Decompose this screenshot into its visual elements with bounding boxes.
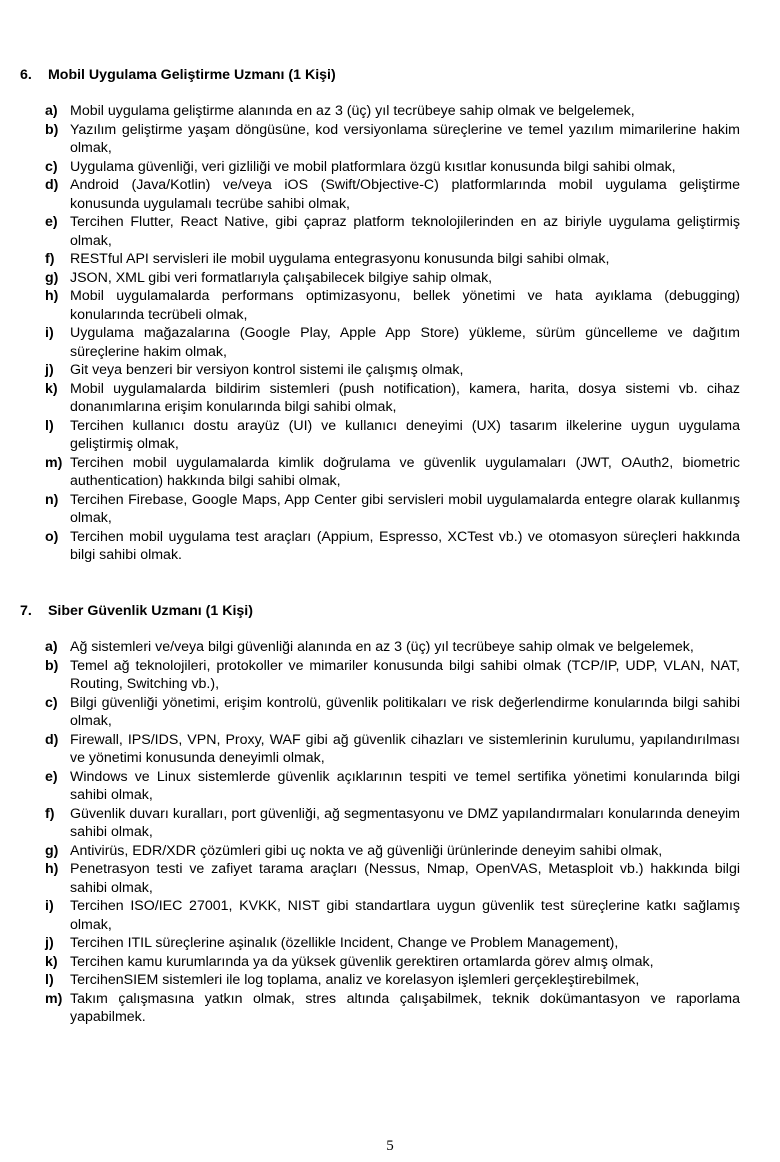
- list-item: [20, 657, 740, 694]
- item-text: Uygulama mağazalarına (Google Play, Apple App Store) yükleme, sürüm güncelleme ve dağıtım süreçlerine hakim olmak,: [70, 325, 740, 360]
- list-item: [20, 158, 740, 177]
- item-text: TercihenSIEM sistemleri ile log toplama, analiz ve korelasyon işlemleri gerçekleştirebilmek,: [70, 972, 640, 988]
- item-text: Ağ sistemleri ve/veya bilgi güvenliği alanında en az 3 (üç) yıl tecrübeye sahip olmak ve belgelemek,: [70, 639, 694, 655]
- item-text: Penetrasyon testi ve zafiyet tarama araçları (Nessus, Nmap, OpenVAS, Metasploit vb.) hakkında bilgi sahibi olmak,: [70, 861, 740, 896]
- list-item: [20, 971, 740, 990]
- list-item: [20, 897, 740, 934]
- list-item: [20, 990, 740, 1027]
- item-letter: c): [45, 158, 58, 175]
- item-text: Takım çalışmasına yatkın olmak, stres altında çalışabilmek, teknik dokümantasyon ve raporlama yapabilmek.: [70, 990, 740, 1025]
- list-item: [20, 361, 740, 380]
- list-item: [20, 250, 740, 269]
- item-letter: d): [45, 177, 59, 193]
- item-letter: i): [45, 898, 54, 914]
- item-text: Bilgi güvenliği yönetimi, erişim kontrolü, güvenlik politikaları ve risk değerlendirme konularında bilgi sahibi olmak,: [70, 694, 740, 729]
- item-text: Tercihen kamu kurumlarında ya da yüksek güvenlik gerektiren ortamlarda görev almış olmak,: [70, 953, 654, 970]
- item-letter: d): [45, 731, 59, 748]
- page-number: 5: [386, 1138, 394, 1154]
- list-item: [20, 934, 740, 953]
- item-text: Tercihen Firebase, Google Maps, App Center gibi servisleri mobil uygulamalarda entegre olarak kullanmış olmak,: [70, 491, 740, 526]
- item-text: Tercihen ISO/IEC 27001, KVKK, NIST gibi standartlara uygun güvenlik test süreçlerine katkı sağlamış olmak,: [70, 898, 740, 933]
- section-heading: [20, 602, 740, 620]
- section-number: 6.: [20, 67, 32, 83]
- list-item: [20, 731, 740, 768]
- item-text: Tercihen mobil uygulamalarda kimlik doğrulama ve güvenlik uygulamaları (JWT, OAuth2, biometric authentication) hakkında bilgi sahibi olmak,: [70, 454, 740, 489]
- item-text: Android (Java/Kotlin) ve/veya iOS (Swift/Objective-C) platformlarında mobil uygulama geliştirme konusunda uygulamalı tecrübe sahibi olmak,: [70, 177, 740, 212]
- item-letter: f): [45, 251, 55, 267]
- item-text: Mobil uygulamalarda performans optimizasyonu, bellek yönetimi ve hata ayıklama (debugging) konularında tecrübeli olmak,: [70, 288, 740, 323]
- list-item: [20, 805, 740, 842]
- item-letter: h): [45, 861, 59, 877]
- item-text: Uygulama güvenliği, veri gizliliği ve mobil platformlara özgü kısıtlar konusunda bilgi sahibi olmak,: [70, 158, 676, 175]
- item-text: JSON, XML gibi veri formatlarıyla çalışabilecek bilgiye sahip olmak,: [70, 269, 493, 286]
- item-letter: e): [45, 214, 58, 230]
- item-text: Mobil uygulamalarda bildirim sistemleri (push notification), kamera, harita, dosya sistemi vb. cihaz donanımlarına erişim konularında bilgi sahibi olmak,: [70, 380, 740, 415]
- section-title: Mobil Uygulama Geliştirme Uzmanı (1 Kişi): [47, 67, 336, 83]
- item-letter: m): [45, 990, 63, 1007]
- section-cyber-security: [20, 602, 740, 1027]
- list-item: [20, 860, 740, 897]
- list-item: [20, 842, 740, 861]
- item-letter: g): [45, 842, 59, 859]
- list-item: [20, 102, 740, 121]
- list-item: [20, 213, 740, 250]
- item-letter: j): [45, 935, 54, 951]
- item-letter: k): [45, 953, 58, 970]
- list-item: [20, 768, 740, 805]
- item-text: Tercihen kullanıcı dostu arayüz (UI) ve kullanıcı deneyimi (UX) tasarım ilkelerine uygun uygulama geliştirmiş olmak,: [70, 417, 740, 452]
- list-item: [20, 638, 740, 657]
- item-letter: g): [45, 269, 59, 286]
- item-text: Tercihen ITIL süreçlerine aşinalık (özellikle Incident, Change ve Problem Management),: [70, 935, 619, 951]
- item-letter: j): [45, 362, 54, 378]
- item-letter: h): [45, 288, 59, 304]
- item-text: Antivirüs, EDR/XDR çözümleri gibi uç nokta ve ağ güvenliği ürünlerinde deneyim sahibi olmak,: [70, 842, 663, 859]
- item-text: Güvenlik duvarı kuralları, port güvenliği, ağ segmentasyonu ve DMZ yapılandırmaları konularında deneyim sahibi olmak,: [70, 805, 740, 840]
- item-letter: l): [45, 972, 54, 988]
- item-letter: b): [45, 121, 59, 138]
- item-letter: m): [45, 454, 63, 471]
- item-text: Temel ağ teknolojileri, protokoller ve mimariler konusunda bilgi sahibi olmak (TCP/IP, UDP, VLAN, NAT, Routing, Switching vb.),: [70, 657, 740, 692]
- item-text: Yazılım geliştirme yaşam döngüsüne, kod versiyonlama süreçlerine ve temel yazılım mimarilerine hakim olmak,: [70, 121, 740, 156]
- item-text: Tercihen mobil uygulama test araçları (Appium, Espresso, XCTest vb.) ve otomasyon süreçleri hakkında bilgi sahibi olmak.: [70, 528, 740, 563]
- item-text: RESTful API servisleri ile mobil uygulama entegrasyonu konusunda bilgi sahibi olmak,: [70, 251, 610, 267]
- list-item: [20, 528, 740, 565]
- list-item: [20, 953, 740, 972]
- item-letter: e): [45, 768, 58, 785]
- item-letter: b): [45, 657, 59, 674]
- item-letter: c): [45, 694, 58, 711]
- requirements-list: [20, 102, 740, 565]
- list-item: [20, 491, 740, 528]
- item-letter: a): [45, 639, 58, 655]
- item-letter: l): [45, 417, 54, 434]
- item-letter: o): [45, 528, 59, 545]
- section-number: 7.: [20, 603, 32, 619]
- item-letter: f): [45, 805, 55, 822]
- item-text: Tercihen Flutter, React Native, gibi çapraz platform teknolojilerinden en az biriyle uygulama geliştirmiş olmak,: [70, 214, 740, 249]
- item-letter: a): [45, 103, 58, 119]
- item-text: Git veya benzeri bir versiyon kontrol sistemi ile çalışmış olmak,: [70, 362, 464, 378]
- requirements-list: [20, 638, 740, 1027]
- section-title: Siber Güvenlik Uzmanı (1 Kişi): [47, 603, 253, 619]
- list-item: [20, 417, 740, 454]
- section-heading: [20, 66, 740, 84]
- list-item: [20, 694, 740, 731]
- item-letter: k): [45, 380, 58, 397]
- list-item: [20, 324, 740, 361]
- list-item: [20, 287, 740, 324]
- item-text: Firewall, IPS/IDS, VPN, Proxy, WAF gibi ağ güvenlik cihazları ve sistemlerinin kurulumu, yapılandırılması ve yönetimi konusunda deneyimli olmak,: [70, 731, 740, 766]
- list-item: [20, 380, 740, 417]
- list-item: [20, 176, 740, 213]
- item-letter: n): [45, 491, 59, 508]
- list-item: [20, 269, 740, 288]
- item-text: Mobil uygulama geliştirme alanında en az 3 (üç) yıl tecrübeye sahip olmak ve belgelemek,: [70, 103, 635, 119]
- item-letter: i): [45, 325, 54, 341]
- item-text: Windows ve Linux sistemlerde güvenlik açıklarının tespiti ve temel sertifika yönetimi konularında bilgi sahibi olmak,: [70, 768, 740, 803]
- section-mobile-developer: [20, 66, 740, 565]
- list-item: [20, 454, 740, 491]
- list-item: [20, 121, 740, 158]
